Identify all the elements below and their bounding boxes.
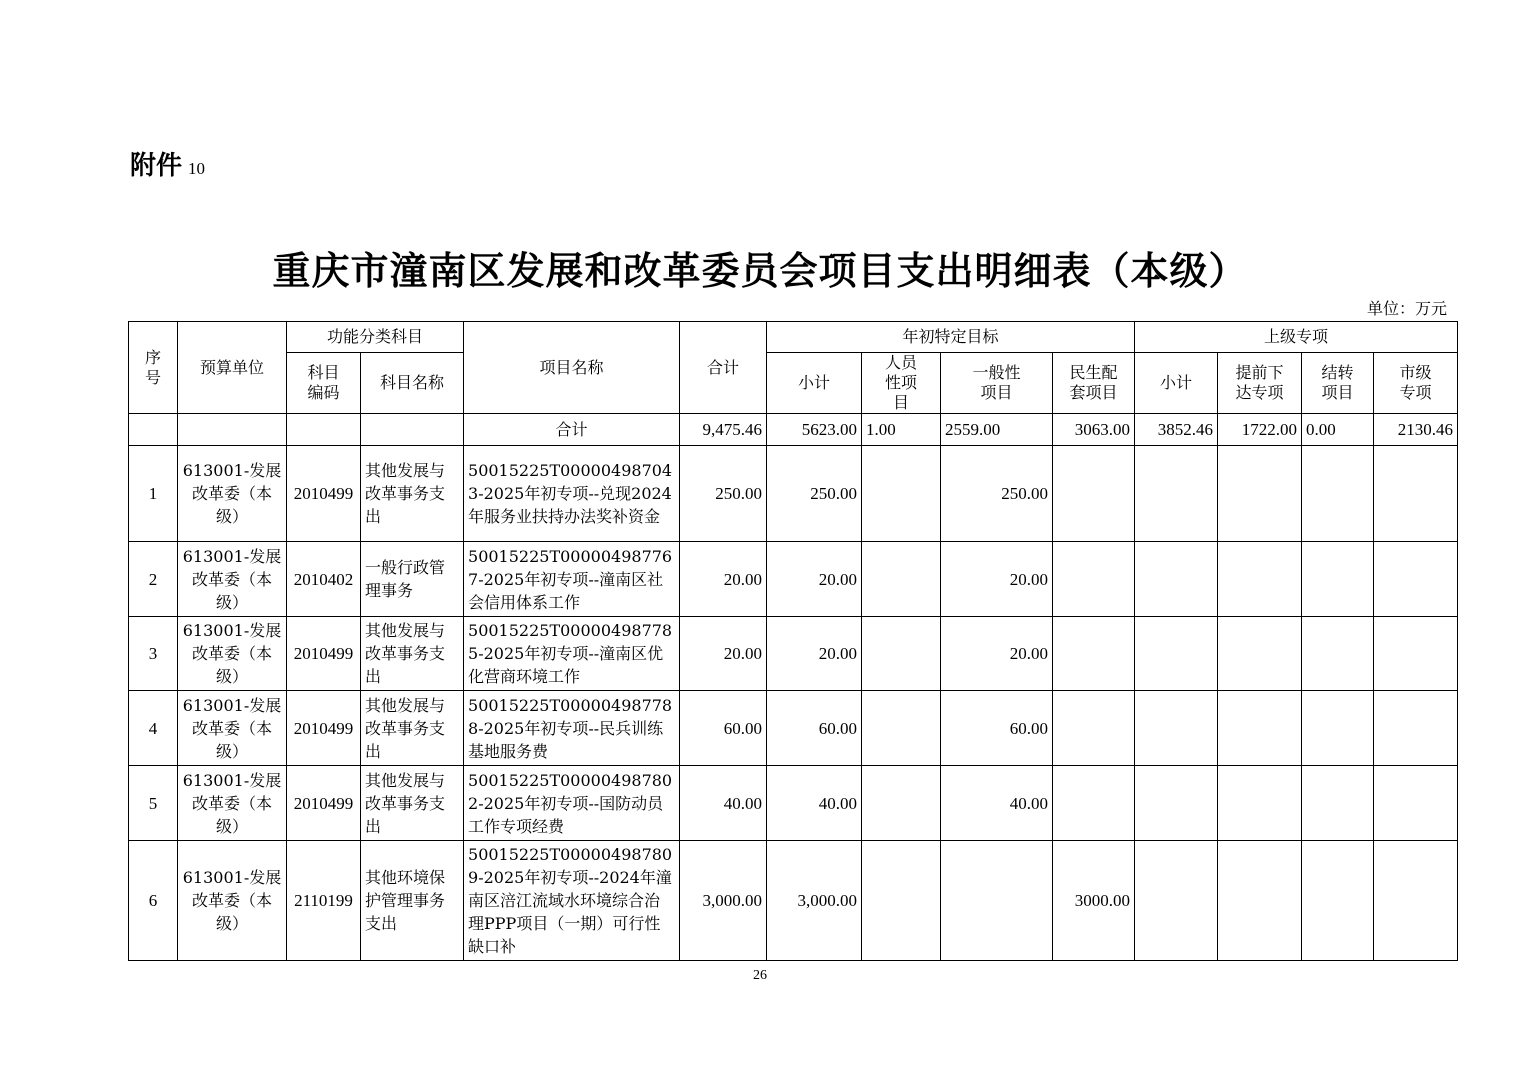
header-row-2 xyxy=(129,353,1458,414)
table-row xyxy=(129,617,1458,691)
header-livelihood: 民生配套项目 xyxy=(1053,353,1135,414)
row-seq: 2 xyxy=(129,542,178,617)
row-total: 3,000.00 xyxy=(680,841,767,961)
row-livelihood xyxy=(1053,542,1135,617)
header-general: 一般性项目 xyxy=(941,353,1053,414)
row-livelihood xyxy=(1053,766,1135,841)
row-unit: 613001-发展改革委（本级） xyxy=(178,841,287,961)
row-advance xyxy=(1218,542,1302,617)
total-sub2: 3852.46 xyxy=(1135,414,1218,446)
row-city xyxy=(1374,841,1458,961)
row-seq: 1 xyxy=(129,446,178,542)
page-title: 重庆市潼南区发展和改革委员会项目支出明细表（本级） xyxy=(272,248,1248,293)
row-carryover xyxy=(1302,841,1374,961)
row-sub2 xyxy=(1135,841,1218,961)
row-total: 60.00 xyxy=(680,691,767,766)
row-sub1: 40.00 xyxy=(767,766,862,841)
row-advance xyxy=(1218,617,1302,691)
row-carryover xyxy=(1302,691,1374,766)
row-subject: 其他环境保护管理事务支出 xyxy=(361,841,464,961)
row-city xyxy=(1374,542,1458,617)
header-city: 市级专项 xyxy=(1374,353,1458,414)
row-sub2 xyxy=(1135,617,1218,691)
row-city xyxy=(1374,691,1458,766)
row-carryover xyxy=(1302,542,1374,617)
row-personnel xyxy=(862,446,941,542)
header-func-group: 功能分类科目 xyxy=(287,322,464,353)
row-seq: 4 xyxy=(129,691,178,766)
header-row-1 xyxy=(129,322,1458,353)
row-sub2 xyxy=(1135,446,1218,542)
row-livelihood xyxy=(1053,446,1135,542)
header-initial-group: 年初特定目标 xyxy=(767,322,1135,353)
header-superior-group: 上级专项 xyxy=(1135,322,1458,353)
row-subject: 其他发展与改革事务支出 xyxy=(361,766,464,841)
total-city: 2130.46 xyxy=(1374,414,1458,446)
row-seq: 6 xyxy=(129,841,178,961)
row-livelihood xyxy=(1053,691,1135,766)
row-seq: 3 xyxy=(129,617,178,691)
row-total: 40.00 xyxy=(680,766,767,841)
row-subject: 其他发展与改革事务支出 xyxy=(361,446,464,542)
row-unit: 613001-发展改革委（本级） xyxy=(178,446,287,542)
row-sub1: 3,000.00 xyxy=(767,841,862,961)
row-sub1: 60.00 xyxy=(767,691,862,766)
total-advance: 1722.00 xyxy=(1218,414,1302,446)
row-sub2 xyxy=(1135,691,1218,766)
row-advance xyxy=(1218,691,1302,766)
table-row xyxy=(129,542,1458,617)
row-advance xyxy=(1218,446,1302,542)
row-livelihood xyxy=(1053,617,1135,691)
total-general: 2559.00 xyxy=(941,414,1053,446)
page-number: 26 xyxy=(753,968,767,983)
row-advance xyxy=(1218,841,1302,961)
row-project: 50015225T000004987767-2025年初专项--潼南区社会信用体系工作 xyxy=(464,542,680,617)
row-project: 50015225T000004987043-2025年初专项--兑现2024年服务业扶持办法奖补资金 xyxy=(464,446,680,542)
row-personnel xyxy=(862,841,941,961)
header-total: 合计 xyxy=(680,322,767,414)
row-subject: 其他发展与改革事务支出 xyxy=(361,691,464,766)
row-livelihood: 3000.00 xyxy=(1053,841,1135,961)
row-sub1: 20.00 xyxy=(767,617,862,691)
table-row xyxy=(129,841,1458,961)
row-total: 20.00 xyxy=(680,617,767,691)
header-code: 科目编码 xyxy=(287,353,361,414)
row-total: 250.00 xyxy=(680,446,767,542)
row-advance xyxy=(1218,766,1302,841)
header-advance: 提前下达专项 xyxy=(1218,353,1302,414)
header-unit: 预算单位 xyxy=(178,322,287,414)
total-empty-2 xyxy=(178,414,287,446)
total-total: 9,475.46 xyxy=(680,414,767,446)
row-general xyxy=(941,841,1053,961)
header-project: 项目名称 xyxy=(464,322,680,414)
attachment-label xyxy=(130,145,205,182)
row-subject: 一般行政管理事务 xyxy=(361,542,464,617)
row-total: 20.00 xyxy=(680,542,767,617)
row-sub2 xyxy=(1135,542,1218,617)
table-row xyxy=(129,766,1458,841)
total-empty-3 xyxy=(287,414,361,446)
row-carryover xyxy=(1302,617,1374,691)
header-seq: 序号 xyxy=(129,322,178,414)
unit-label: 单位：万元 xyxy=(1366,299,1447,318)
row-code: 2110199 xyxy=(287,841,361,961)
row-sub2 xyxy=(1135,766,1218,841)
row-code: 2010499 xyxy=(287,691,361,766)
row-city xyxy=(1374,617,1458,691)
attachment-text: 附件 xyxy=(130,151,183,181)
row-project: 50015225T000004987788-2025年初专项--民兵训练基地服务费 xyxy=(464,691,680,766)
total-empty-4 xyxy=(361,414,464,446)
total-label: 合计 xyxy=(464,414,680,446)
row-general: 20.00 xyxy=(941,617,1053,691)
table-row xyxy=(129,446,1458,542)
header-sub1: 小计 xyxy=(767,353,862,414)
row-personnel xyxy=(862,542,941,617)
row-code: 2010499 xyxy=(287,446,361,542)
row-carryover xyxy=(1302,766,1374,841)
row-unit: 613001-发展改革委（本级） xyxy=(178,691,287,766)
total-carryover: 0.00 xyxy=(1302,414,1374,446)
table-row xyxy=(129,691,1458,766)
row-general: 250.00 xyxy=(941,446,1053,542)
row-general: 40.00 xyxy=(941,766,1053,841)
row-personnel xyxy=(862,766,941,841)
row-code: 2010402 xyxy=(287,542,361,617)
total-empty-1 xyxy=(129,414,178,446)
row-unit: 613001-发展改革委（本级） xyxy=(178,542,287,617)
header-sub2: 小计 xyxy=(1135,353,1218,414)
header-personnel: 人员性项目 xyxy=(862,353,941,414)
row-carryover xyxy=(1302,446,1374,542)
row-subject: 其他发展与改革事务支出 xyxy=(361,617,464,691)
row-city xyxy=(1374,766,1458,841)
row-general: 60.00 xyxy=(941,691,1053,766)
header-subject: 科目名称 xyxy=(361,353,464,414)
row-unit: 613001-发展改革委（本级） xyxy=(178,766,287,841)
project-expenditure-table xyxy=(128,321,1458,961)
total-livelihood: 3063.00 xyxy=(1053,414,1135,446)
row-code: 2010499 xyxy=(287,766,361,841)
row-seq: 5 xyxy=(129,766,178,841)
row-project: 50015225T000004987809-2025年初专项--2024年潼南区涪江流域水环境综合治理PPP项目（一期）可行性缺口补 xyxy=(464,841,680,961)
row-city xyxy=(1374,446,1458,542)
row-personnel xyxy=(862,617,941,691)
row-project: 50015225T000004987802-2025年初专项--国防动员工作专项经费 xyxy=(464,766,680,841)
total-sub1: 5623.00 xyxy=(767,414,862,446)
row-sub1: 250.00 xyxy=(767,446,862,542)
row-sub1: 20.00 xyxy=(767,542,862,617)
attachment-number: 10 xyxy=(188,159,206,178)
total-personnel: 1.00 xyxy=(862,414,941,446)
row-general: 20.00 xyxy=(941,542,1053,617)
row-code: 2010499 xyxy=(287,617,361,691)
header-carryover: 结转项目 xyxy=(1302,353,1374,414)
row-unit: 613001-发展改革委（本级） xyxy=(178,617,287,691)
row-personnel xyxy=(862,691,941,766)
total-row xyxy=(129,414,1458,446)
row-project: 50015225T000004987785-2025年初专项--潼南区优化营商环境工作 xyxy=(464,617,680,691)
